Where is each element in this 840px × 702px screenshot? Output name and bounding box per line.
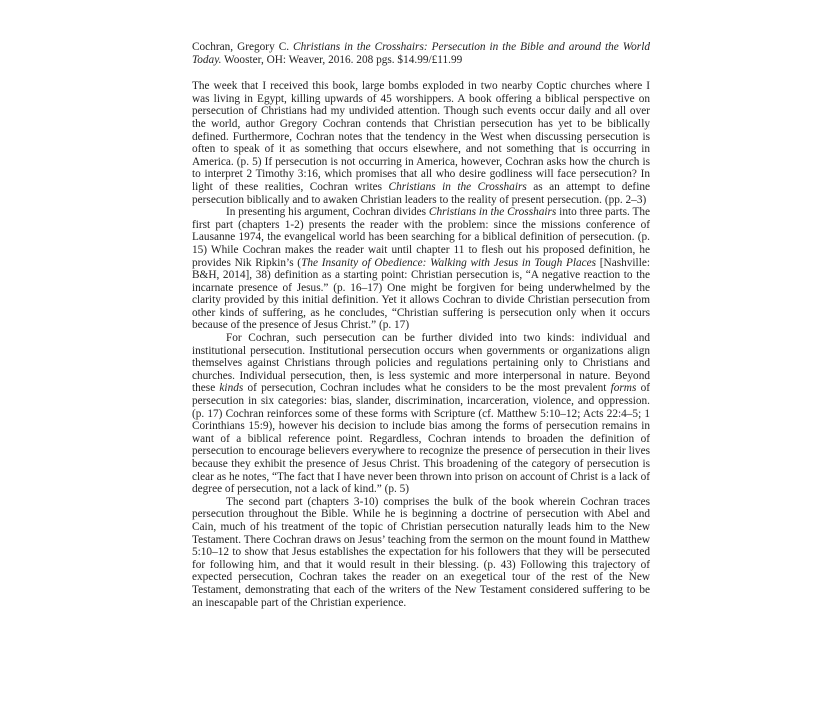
paragraph-4-text: The second part (chapters 3-10) comprises the bulk of the book wherein Cochran traces persecution throughout the Bible. While he is beginning a doctrine of persecution with Abel and Cain, much of his treatment of the topic of Christian persecution naturally leads him to the New Testament. There Cochran draws on Jesus’ teaching from the sermon on the mount found in Matthew 5:10–12 to show that Jesus establishes the expectation for his followers that they will be persecuted for following him, and that it would result in their blessing. (p. 43) Following this trajectory of expected persecution, Cochran takes the reader on an exegetical tour of the rest of the New Testament, demonstrating that each of the writers of the New Testament considered suffering to be an inescapable part of the Christian experience. (192, 495, 650, 609)
paragraph-3-part-a: For Cochran, such persecution can be further divided into two kinds: individual and institutional persecution. Institutional persecution occurs when governments or organizations align themselves against Christians through policies and regulations pertaining only to Christians and churches. Individual persecution, then, is less systemic and more interpersonal in nature. Beyond these (192, 332, 650, 395)
paragraph-2-part-c: [Nashville: B&H, 2014], 38) definition as a starting point: Christian persecution is, “A negative reaction to the incarnate presence of Jesus.” (p. 16–17) One might be forgiven for being underwhelmed by the clarity provided by this initial definition. Yet it allows Cochran to divide Christian persecution from other kinds of suffering, as he concludes, “Christian suffering is persecution only when it occurs because of the presence of Jesus Christ.” (p. 17) (192, 256, 650, 332)
paragraph-3 (192, 332, 650, 496)
paragraph-2-cited-title: The Insanity of Obedience: Walking with Jesus in Tough Places (301, 256, 597, 269)
paragraph-3-part-c: of persecution in six categories: bias, slander, discrimination, incarceration, violence, and oppression. (p. 17) Cochran reinforces some of these forms with Scripture (cf. Matthew 5:10–12; Acts 22:4–5; 1 Corinthians 15:9), however his decision to include bias among the forms of persecution remains in want of a biblical reference point. Regardless, Cochran intends to broaden the definition of persecution to encourage believers everywhere to recognize the presence of persecution in their lives because they exhibit the presence of Jesus Christ. This broadening of the category of persecution is clear as he notes, “The fact that I have never been thrown into prison on account of Christ is a lack of degree of persecution, not a lack of kind.” (p. 5) (192, 382, 650, 496)
citation-author: Cochran, Gregory C. (192, 41, 294, 53)
paragraph-3-part-b: of persecution, Cochran includes what he considers to be the most prevalent (243, 382, 611, 395)
paragraph-1-end: as an attempt to define persecution biblically and to awaken Christian leaders to the reality of present persecution. (pp. 2–3) (192, 180, 650, 206)
paragraph-2 (192, 206, 650, 332)
paragraph-3-emphasis-kinds: kinds (219, 382, 244, 395)
paragraph-2-book-title: Christians in the Crosshairs (428, 206, 557, 219)
paragraph-3-emphasis-forms: forms (610, 382, 637, 395)
paragraph-1-book-title: Christians in the Crosshairs (388, 180, 527, 193)
book-review-text (192, 41, 650, 609)
paragraph-1 (192, 80, 650, 206)
paragraph-2-part-a: In presenting his argument, Cochran divides (226, 206, 429, 219)
paragraph-4 (192, 496, 650, 609)
citation-publication: Wooster, OH: Weaver, 2016. 208 pgs. $14.99/£11.99 (221, 53, 463, 66)
paragraph-2-part-b: into three parts. The first part (chapters 1-2) presents the reader with the problem: since the missions conference of Lausanne 1974, the evangelical world has been searching for a biblical definition of persecution. (p. 15) While Cochran makes the reader wait until chapter 11 to flesh out his proposed definition, he provides Nik Ripkin’s ( (192, 206, 651, 269)
citation-title: Christians in the Crosshairs: Persecution in the Bible and around the World Today. (192, 41, 650, 66)
book-citation (192, 41, 650, 66)
paragraph-1-text: The week that I received this book, large bombs exploded in two nearby Coptic churches where I was living in Egypt, killing upwards of 45 worshippers. A book offering a biblical perspective on persecution of Christians had my undivided attention. Though such events occur daily and all over the world, author Gregory Cochran contends that Christian persecution has yet to be biblically defined. Furthermore, Cochran notes that the tendency in the West when discussing persecution is often to speak of it as something that occurs elsewhere, and not something that is occurring in America. (p. 5) If persecution is not occurring in America, however, Cochran asks how the church is to interpret 2 Timothy 3:16, which promises that all who desire godliness will face persecution? In light of these realities, Cochran writes (192, 80, 650, 193)
